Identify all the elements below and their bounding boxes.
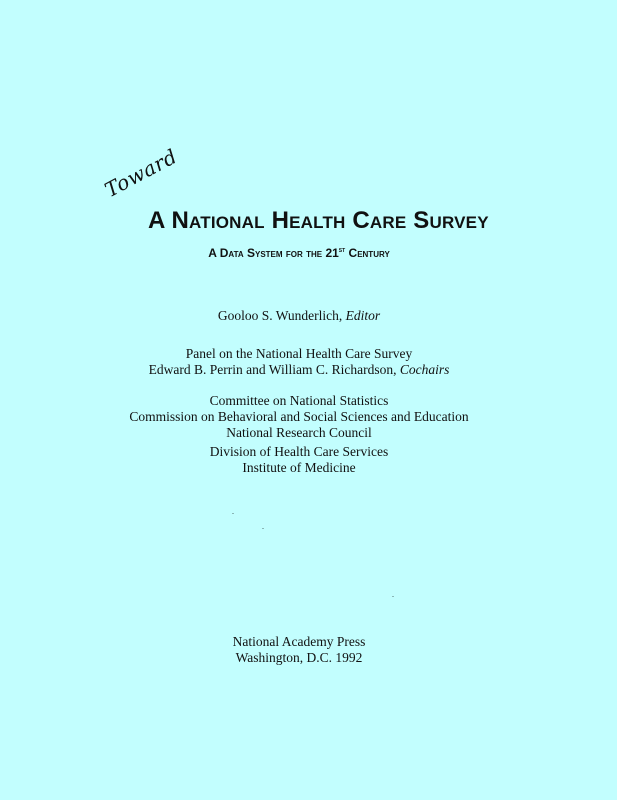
scan-speck <box>262 528 264 529</box>
subtitle-end: Century <box>348 246 390 260</box>
division-line: Division of Health Care Services <box>209 444 389 459</box>
main-title: A National Health Care Survey <box>148 207 489 234</box>
scan-speck <box>232 513 234 514</box>
council-line: National Research Council <box>226 425 372 440</box>
editor-role: Editor <box>345 308 381 323</box>
panel-name: Panel on the National Health Care Survey <box>185 346 413 361</box>
publisher-name: National Academy Press <box>232 634 366 649</box>
committee-line: Committee on National Statistics <box>209 393 389 408</box>
scan-speck <box>392 596 394 597</box>
panel-chairs-line <box>0 362 598 378</box>
editor-line <box>0 308 598 324</box>
subtitle <box>0 246 598 260</box>
title-prefix-handwritten: Toward <box>100 144 182 202</box>
editor-name: Gooloo S. Wunderlich, <box>217 308 346 323</box>
institute-line: Institute of Medicine <box>242 460 356 475</box>
panel-chairs: Edward B. Perrin and William C. Richardson, <box>148 362 400 377</box>
commission-line: Commission on Behavioral and Social Sciences and Education <box>129 409 469 424</box>
panel-chairs-role: Cochairs <box>399 362 450 377</box>
subtitle-superscript: st <box>338 247 346 254</box>
subtitle-text: A Data System for the 21 <box>208 246 339 260</box>
publisher-place-year: Washington, D.C. 1992 <box>235 650 363 665</box>
